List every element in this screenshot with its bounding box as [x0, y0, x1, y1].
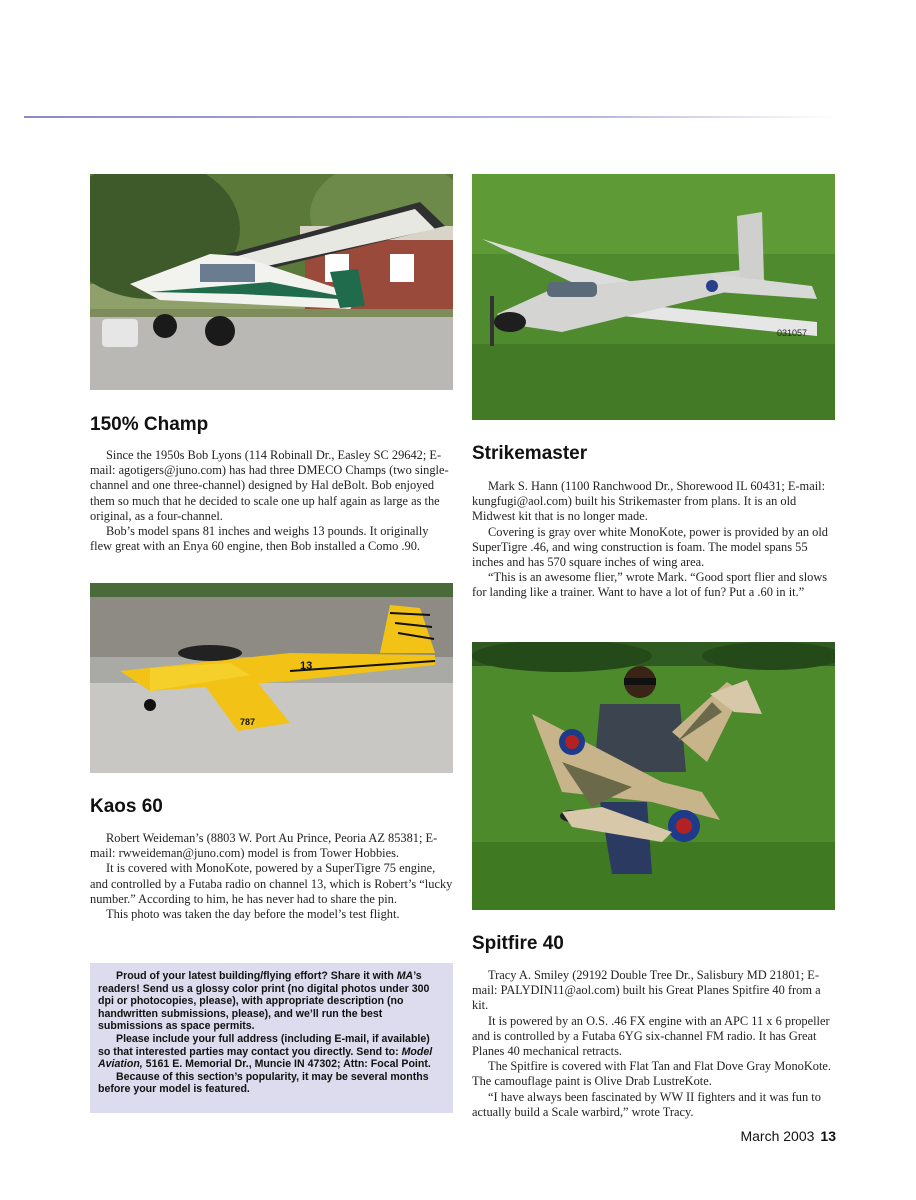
magazine-name: Model Aviation, — [98, 1045, 433, 1071]
strikemaster-paragraph: Mark S. Hann (1100 Ranchwood Dr., Shorewood IL 60431; E-mail: kungfugi@aol.com) built his Strikemaster from plans. It is an old Midwest kit that is no longer made. — [472, 479, 826, 524]
notice-text: Please include your full address (including E-mail, if available) so that interested parties may contact you directly. Send to: — [98, 1032, 430, 1058]
champ-title: 150% Champ — [90, 414, 209, 435]
kaos-paragraph: Robert Weideman’s (8803 W. Port Au Prince, Peoria AZ 85381; E-mail: rwweideman@juno.com) model is from Tower Hobbies. — [90, 831, 438, 861]
notice-paragraph — [98, 970, 445, 1033]
kaos-photo — [90, 583, 453, 773]
header-rule — [24, 116, 834, 118]
champ-paragraph: Since the 1950s Bob Lyons (114 Robinall Dr., Easley SC 29642; E-mail: agotigers@juno.com) has had three DMECO Champs (two single-channel and one three-channel) designed by Hal deBolt. Bob enjoyed them so much that he decided to scale one up half again as large as the original, as a four-channel. — [90, 448, 449, 523]
spitfire-title: Spitfire 40 — [472, 933, 564, 954]
champ-paragraph: Bob’s model spans 81 inches and weighs 13 pounds. It originally flew great with an Enya 60 engine, then Bob installed a Como .90. — [90, 524, 429, 554]
spitfire-paragraph: The Spitfire is covered with Flat Tan and Flat Dove Gray MonoKote. The camouflage paint is Olive Drab LustreKote. — [472, 1059, 832, 1089]
page-number: 13 — [820, 1128, 836, 1144]
kaos-text — [90, 831, 453, 922]
strikemaster-title: Strikemaster — [472, 443, 588, 464]
page-folio — [740, 1128, 836, 1144]
spitfire-paragraph: It is powered by an O.S. .46 FX engine with an APC 11 x 6 propeller and is controlled by a Futaba 6YG six-channel FM radio. It has Great Planes 40 mechanical retracts. — [472, 1013, 830, 1059]
notice-paragraph: Because of this section’s popularity, it may be several months before your model is featured. — [98, 1070, 429, 1096]
kaos-fuselage-number: 13 — [300, 660, 313, 672]
kaos-wing-number: 787 — [240, 717, 256, 727]
champ-text — [90, 448, 453, 554]
spitfire-paragraph: “I have always been fascinated by WW II fighters and it was fun to actually build a Scale warbird,” wrote Tracy. — [472, 1089, 821, 1119]
spitfire-text — [472, 968, 835, 1120]
notice-text: 5161 E. Memorial Dr., Muncie IN 47302; Attn: Focal Point. — [142, 1058, 431, 1071]
magazine-abbrev: MA — [396, 970, 414, 982]
strikemaster-tail-text: 031057 — [777, 328, 808, 338]
spitfire-paragraph: Tracy A. Smiley (29192 Double Tree Dr., Salisbury MD 21801; E-mail: PALYDIN11@aol.com) built his Great Planes Spitfire 40 from a kit. — [472, 968, 821, 1013]
spitfire-photo — [472, 642, 835, 910]
champ-photo — [90, 174, 453, 390]
issue-date: March 2003 — [740, 1128, 815, 1144]
notice-text: Proud of your latest building/flying effort? Share it with — [116, 970, 397, 982]
strikemaster-photo — [472, 174, 835, 420]
submission-notice — [90, 963, 453, 1113]
strikemaster-paragraph: Covering is gray over white MonoKote, power is provided by an old SuperTigre .46, and wing construction is foam. The model spans 55 inches and has 570 square inches of wing area. — [472, 524, 828, 570]
kaos-paragraph: This photo was taken the day before the model’s test flight. — [106, 907, 400, 922]
notice-text: ’s readers! Send us a glossy color print (no digital photos under 300 dpi or photocopies, please), with appropriate description (no handwritten submissions, please), and we’ll run the best submissions as space permits. — [98, 970, 430, 1033]
strikemaster-paragraph: “This is an awesome flier,” wrote Mark. “Good sport flier and slows for landing like a trainer. Want to have a lot of fun? Put a .60 in it.” — [472, 570, 828, 600]
kaos-title: Kaos 60 — [90, 796, 163, 817]
strikemaster-text — [472, 479, 835, 601]
kaos-paragraph: It is covered with MonoKote, powered by a SuperTigre 75 engine, and controlled by a Futaba radio on channel 13, which is Robert’s “lucky number.” According to him, he has never had to share the pin. — [90, 861, 453, 906]
notice-paragraph — [98, 1033, 445, 1071]
